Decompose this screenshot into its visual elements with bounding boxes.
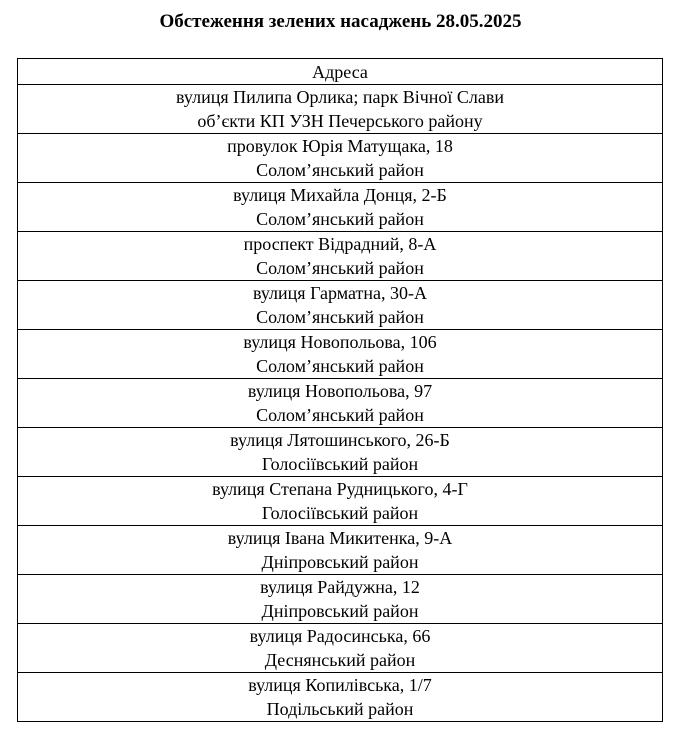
address-cell xyxy=(18,477,663,526)
street-line: вулиця Копилівська, 1/7 xyxy=(248,675,432,695)
street-line: вулиця Новопольова, 97 xyxy=(247,381,433,401)
table-row xyxy=(18,330,663,379)
address-cell xyxy=(18,575,663,624)
street-line: вулиця Райдужна, 12 xyxy=(260,577,420,597)
column-header-address: Адреса xyxy=(18,59,663,85)
district-line: Солом’янський район xyxy=(256,258,424,278)
document-title: Обстеження зелених насаджень 28.05.2025 xyxy=(159,11,522,32)
address-cell xyxy=(18,624,663,673)
address-cell xyxy=(18,134,663,183)
district-line: Голосіївський район xyxy=(261,503,419,523)
table-row xyxy=(18,85,663,134)
district-line: Голосіївський район xyxy=(261,454,419,474)
address-cell xyxy=(18,183,663,232)
street-line: вулиця Радосинська, 66 xyxy=(249,626,431,646)
street-line: проспект Відрадний, 8-А xyxy=(243,234,437,254)
table-row xyxy=(18,477,663,526)
street-line: вулиця Степана Рудницького, 4-Г xyxy=(212,479,468,499)
table-row xyxy=(18,134,663,183)
district-line: об’єкти КП УЗН Печерського району xyxy=(197,111,483,131)
district-line: Дніпровський район xyxy=(261,552,419,572)
district-line: Солом’янський район xyxy=(256,307,424,327)
address-table xyxy=(17,58,663,722)
address-cell xyxy=(18,232,663,281)
address-cell xyxy=(18,281,663,330)
street-line: вулиця Пилипа Орлика; парк Вічної Слави xyxy=(176,87,504,107)
table-row xyxy=(18,575,663,624)
table-row xyxy=(18,428,663,477)
table-header-row xyxy=(18,59,663,85)
district-line: Солом’янський район xyxy=(256,405,424,425)
address-cell xyxy=(18,673,663,722)
street-line: вулиця Лятошинського, 26-Б xyxy=(230,430,450,450)
table-row xyxy=(18,379,663,428)
street-line: вулиця Івана Микитенка, 9-А xyxy=(227,528,453,548)
street-line: вулиця Новопольова, 106 xyxy=(243,332,437,352)
table-row xyxy=(18,526,663,575)
table-row xyxy=(18,281,663,330)
address-cell xyxy=(18,428,663,477)
table-row xyxy=(18,232,663,281)
district-line: Солом’янський район xyxy=(256,160,424,180)
district-line: Подільський район xyxy=(266,699,414,719)
district-line: Дніпровський район xyxy=(261,601,419,621)
district-line: Деснянський район xyxy=(264,650,416,670)
street-line: вулиця Михайла Донця, 2-Б xyxy=(233,185,447,205)
street-line: вулиця Гарматна, 30-А xyxy=(252,283,428,303)
address-cell xyxy=(18,330,663,379)
table-row xyxy=(18,624,663,673)
table-row xyxy=(18,183,663,232)
address-cell xyxy=(18,85,663,134)
table-row xyxy=(18,673,663,722)
district-line: Солом’янський район xyxy=(256,209,424,229)
address-cell xyxy=(18,526,663,575)
street-line: провулок Юрія Матущака, 18 xyxy=(227,136,453,156)
address-cell xyxy=(18,379,663,428)
district-line: Солом’янський район xyxy=(256,356,424,376)
